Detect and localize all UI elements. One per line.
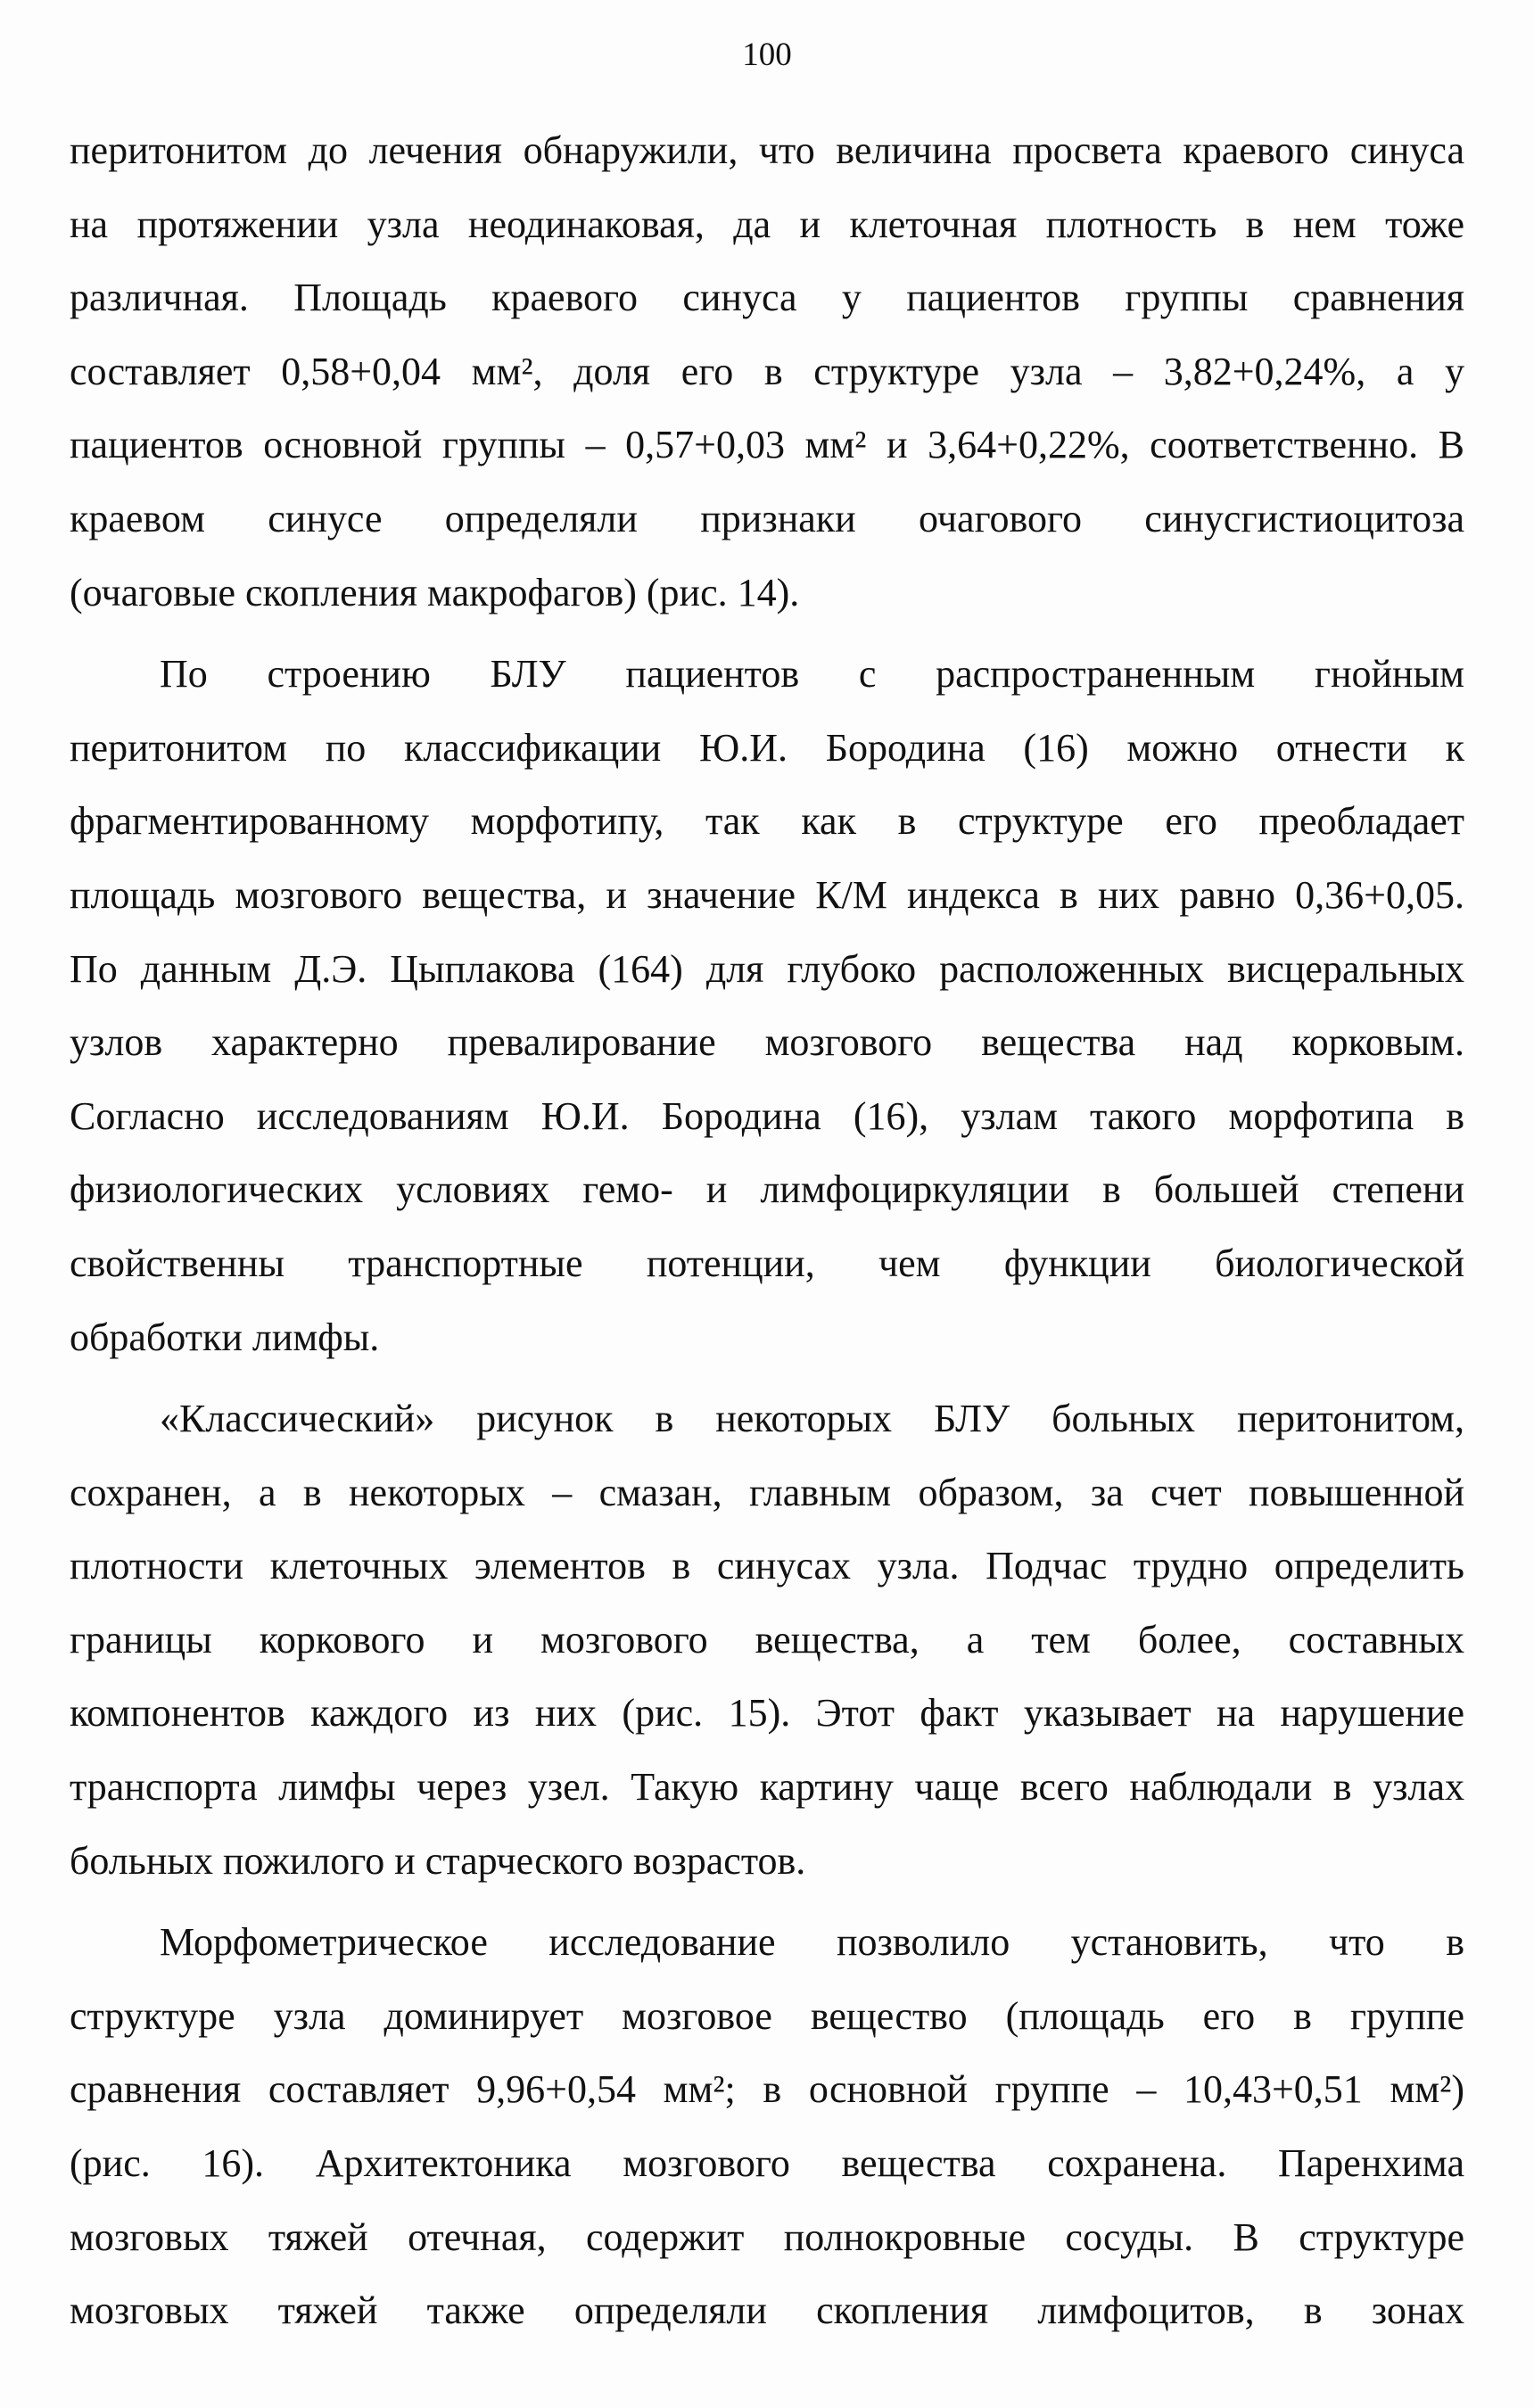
- text-line: различная. Площадь краевого синуса у пациентов группы сравнения: [70, 276, 1464, 320]
- text-line: составляет 0,58+0,04 мм², доля его в структуре узла – 3,82+0,24%, а у: [70, 349, 1464, 393]
- text-line: краевом синусе определяли признаки очагового синусгистиоцитоза: [70, 496, 1464, 540]
- text-line: (очаговые скопления макрофагов) (рис. 14).: [70, 570, 800, 614]
- text-line: больных пожилого и старческого возрастов.: [70, 1838, 806, 1883]
- text-line: свойственны транспортные потенции, чем функции биологической: [70, 1241, 1464, 1285]
- text-line: сравнения составляет 9,96+0,54 мм²; в основной группе – 10,43+0,51 мм²): [70, 2067, 1464, 2112]
- paragraph-gap: [70, 1898, 1464, 1906]
- text-line: мозговых тяжей отечная, содержит полнокровные сосуды. В структуре: [70, 2214, 1464, 2259]
- page-number: 100: [742, 37, 792, 73]
- text-line: По данным Д.Э. Цыплакова (164) для глубоко расположенных висцеральных: [70, 946, 1464, 991]
- text-line: «Классический» рисунок в некоторых БЛУ больных перитонитом,: [160, 1397, 1464, 1441]
- text-line: По строению БЛУ пациентов с распространенным гнойным: [160, 652, 1464, 697]
- text-line: компонентов каждого из них (рис. 15). Этот факт указывает на нарушение: [70, 1691, 1464, 1736]
- text-line: перитонитом до лечения обнаружили, что величина просвета краевого синуса: [70, 128, 1464, 172]
- paragraph-gap: [70, 630, 1464, 638]
- text-line: узлов характерно превалирование мозгового вещества над корковым.: [70, 1020, 1464, 1065]
- text-line: площадь мозгового вещества, и значение К/М индекса в них равно 0,36+0,05.: [70, 872, 1464, 917]
- text-line: Морфометрическое исследование позволило установить, что в: [160, 1920, 1464, 1965]
- text-line: (рис. 16). Архитектоника мозгового вещества сохранена. Паренхима: [70, 2141, 1464, 2186]
- text-line: фрагментированному морфотипу, так как в структуре его преобладает: [70, 799, 1464, 844]
- body-text: [70, 114, 1464, 2348]
- text-line: Согласно исследованиям Ю.И. Бородина (16), узлам такого морфотипа в: [70, 1093, 1464, 1138]
- text-line: границы коркового и мозгового вещества, а тем более, составных: [70, 1617, 1464, 1662]
- text-line: пациентов основной группы – 0,57+0,03 мм² и 3,64+0,22%, соответственно. В: [70, 423, 1464, 467]
- text-line: мозговых тяжей также определяли скопления лимфоцитов, в зонах: [70, 2288, 1464, 2333]
- text-line: сохранен, а в некоторых – смазан, главным образом, за счет повышенной: [70, 1470, 1464, 1514]
- text-line: физиологических условиях гемо- и лимфоциркуляции в большей степени: [70, 1167, 1464, 1212]
- text-line: на протяжении узла неодинаковая, да и клеточная плотность в нем тоже: [70, 202, 1464, 246]
- text-line: перитонитом по классификации Ю.И. Бородина (16) можно отнести к: [70, 725, 1464, 770]
- text-line: транспорта лимфы через узел. Такую картину чаще всего наблюдали в узлах: [70, 1765, 1464, 1810]
- text-line: плотности клеточных элементов в синусах узла. Подчас трудно определить: [70, 1544, 1464, 1588]
- text-line: структуре узла доминирует мозговое вещество (площадь его в группе: [70, 1993, 1464, 2038]
- text-line: обработки лимфы.: [70, 1315, 380, 1359]
- paragraph-gap: [70, 1374, 1464, 1382]
